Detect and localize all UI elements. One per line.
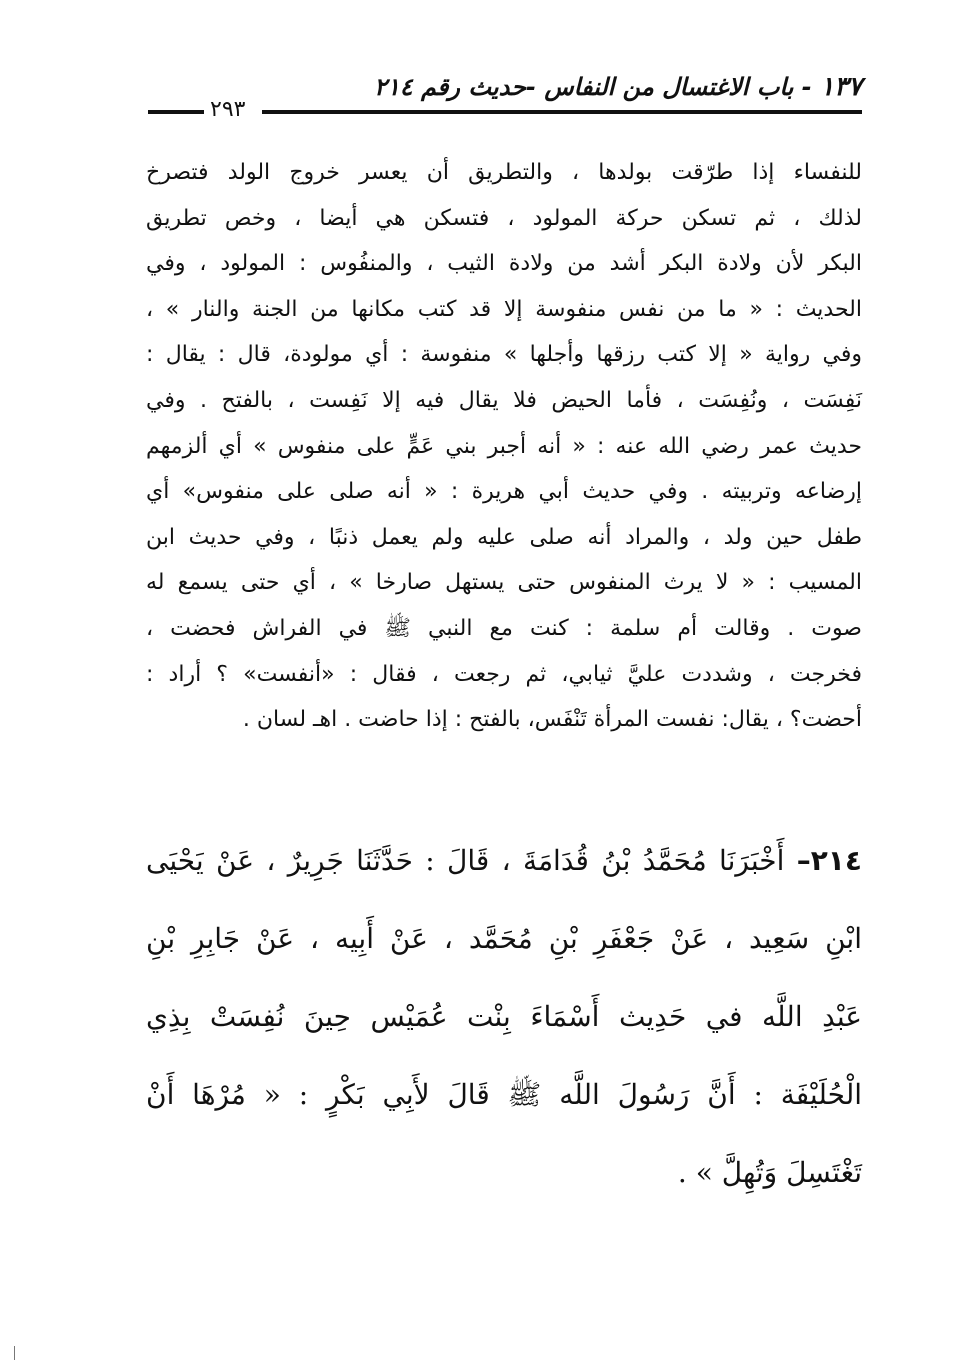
header-rule <box>262 110 862 114</box>
header-page-ref: ١٣٧ <box>820 72 862 102</box>
hadith-line: الْحُلَيْفَة : أَنَّ رَسُولَ اللَّه ﷺ قَالَ لأَبِي بَكْرٍ : « مُرْهَا أَنْ <box>146 1078 862 1111</box>
hadith-line-text: أَخْبَرَنَا مُحَمَّدُ بْنُ قُدَامَةَ ، قَالَ : حَدَّثَنَا جَرِيرٌ ، عَنْ يَحْيَى <box>146 844 797 877</box>
hadith-line <box>146 822 862 900</box>
commentary-line: للنفساء إذا طرّقت بولدها ، والتطريق أن يعسر خروج الولد فتصرخ <box>146 160 862 185</box>
header-rule-left <box>148 110 204 114</box>
commentary-line: طفل حين ولد ، والمراد أنه صلى عليه ولم يعمل ذنبًا ، وفي حديث ابن <box>146 524 862 550</box>
commentary-line: نَفِسَت ، ونُفِسَت ، فأما الحيض فلا يقال فيه إلا نَفِست ، بالفتح . وفي <box>146 387 862 413</box>
commentary-line: فخرجت ، وشددت عليَّ ثيابي، ثم رجعت ، فقال : «أنفست» ؟ أراد : <box>146 661 862 687</box>
hadith-line: تَغْتَسِلَ وَتُهِلَّ » . <box>677 1156 862 1189</box>
commentary-line: المسيب : « لا يرث المنفوس حتى يستهل صارخا » ، أي حتى يسمع له <box>146 570 862 596</box>
page-number: ٢٩٣ <box>204 98 251 122</box>
hadith-number: ٢١٤– <box>796 844 862 877</box>
commentary-block <box>146 150 862 743</box>
commentary-line: الحديث : « ما من نفس منفوسة إلا قد كتب مكانها من الجنة والنار » ، <box>146 296 862 322</box>
commentary-line: البكر لأن ولادة البكر أشد من ولادة الثيب ، والمنفُوس : المولود ، وفي <box>146 251 862 277</box>
running-header <box>374 72 862 102</box>
commentary-line: صوت . وقالت أم سلمة : كنت مع النبي ﷺ في الفراش فحضت ، <box>146 615 862 641</box>
hadith-block <box>146 822 862 1212</box>
hadith-line: عَبْدِ اللَّه في حَدِيث أَسْمَاءَ بِنْت عُمَيْس حِينَ نُفِسَتْ بِذِي <box>146 1000 862 1033</box>
commentary-line: إرضاعه وتربيته . وفي حديث أبي هريرة : « أنه صلى على منفوس» أي <box>146 479 862 505</box>
page-header <box>148 72 862 132</box>
commentary-line: وفي رواية « إلا كتب رزقها وأجلها » منفوسة : أي مولودة، قال : يقال : <box>146 342 862 368</box>
commentary-line: لذلك ، ثم تسكن حركة المولود ، فتسكن هي أيضا ، وخص تطريق <box>146 205 862 231</box>
commentary-line: حديث عمر رضي الله عنه : « أنه أجبر بني عَمٍّ على منفوس » أي ألزمهم <box>146 433 862 459</box>
commentary-line: أحضت؟ ، يقال: نفست المرأة تَنْفَس، بالفتح : إذا حاضت . اهـ لسان . <box>242 707 862 733</box>
margin-mark <box>14 1346 15 1360</box>
hadith-line: ابْنِ سَعِيد ، عَنْ جَعْفَرِ بْنِ مُحَمَّد ، عَنْ أَبِيه ، عَنْ جَابِرِ بْنِ <box>146 922 862 955</box>
header-chapter-title: - باب الاغتسال من النفاس -حديث رقم ٢١٤ <box>373 73 821 101</box>
